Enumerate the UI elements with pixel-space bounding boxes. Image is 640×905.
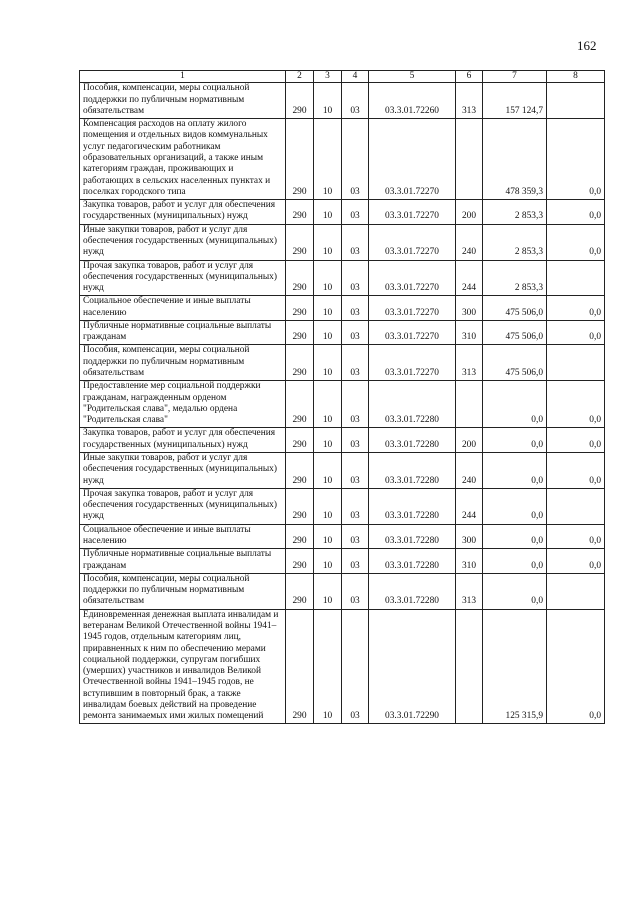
cell-code-2: 290 xyxy=(286,549,314,574)
cell-amount-8: 0,0 xyxy=(547,119,605,200)
cell-target-code: 03.3.01.72270 xyxy=(369,200,456,225)
cell-code-2: 290 xyxy=(286,381,314,428)
cell-target-code: 03.3.01.72280 xyxy=(369,573,456,609)
cell-section: 10 xyxy=(314,260,342,296)
cell-description: Предоставление мер социальной поддержки гражданам, награжденным орденом "Родительская слава", медалью ордена "Родительская слава" xyxy=(80,381,286,428)
cell-amount-7: 0,0 xyxy=(483,524,547,549)
cell-amount-7: 475 506,0 xyxy=(483,320,547,345)
table-row xyxy=(80,381,605,428)
cell-subsection: 03 xyxy=(342,83,369,119)
cell-section: 10 xyxy=(314,549,342,574)
cell-subsection: 03 xyxy=(342,609,369,724)
table-row xyxy=(80,320,605,345)
cell-subsection: 03 xyxy=(342,200,369,225)
cell-code-2: 290 xyxy=(286,488,314,524)
cell-amount-8: 0,0 xyxy=(547,428,605,453)
column-header-1: 1 xyxy=(80,71,286,83)
column-header-3: 3 xyxy=(314,71,342,83)
page-number: 162 xyxy=(577,38,597,53)
table-row xyxy=(80,609,605,724)
cell-code-2: 290 xyxy=(286,524,314,549)
cell-amount-7: 2 853,3 xyxy=(483,260,547,296)
budget-table xyxy=(79,70,605,724)
cell-amount-8 xyxy=(547,260,605,296)
cell-section: 10 xyxy=(314,488,342,524)
cell-expense-type: 244 xyxy=(456,260,483,296)
cell-target-code: 03.3.01.72270 xyxy=(369,119,456,200)
cell-amount-8 xyxy=(547,83,605,119)
cell-description: Компенсация расходов на оплату жилого помещения и отдельных видов коммунальных услуг педагогическим работникам образовательных организаций, а также иным категориям граждан, проживающих и работающих в сельских населенных пунктах и поселках городского типа xyxy=(80,119,286,200)
cell-expense-type: 240 xyxy=(456,224,483,260)
cell-target-code: 03.3.01.72270 xyxy=(369,320,456,345)
table-row xyxy=(80,260,605,296)
cell-target-code: 03.3.01.72260 xyxy=(369,83,456,119)
cell-target-code: 03.3.01.72270 xyxy=(369,260,456,296)
cell-amount-8: 0,0 xyxy=(547,296,605,321)
cell-code-2: 290 xyxy=(286,573,314,609)
cell-target-code: 03.3.01.72280 xyxy=(369,488,456,524)
cell-section: 10 xyxy=(314,573,342,609)
cell-subsection: 03 xyxy=(342,224,369,260)
cell-description: Пособия, компенсации, меры социальной поддержки по публичным нормативным обязательствам xyxy=(80,345,286,381)
cell-target-code: 03.3.01.72290 xyxy=(369,609,456,724)
cell-section: 10 xyxy=(314,296,342,321)
cell-subsection: 03 xyxy=(342,296,369,321)
table-row xyxy=(80,549,605,574)
cell-code-2: 290 xyxy=(286,83,314,119)
cell-amount-7: 478 359,3 xyxy=(483,119,547,200)
cell-amount-8: 0,0 xyxy=(547,381,605,428)
cell-description: Иные закупки товаров, работ и услуг для обеспечения государственных (муниципальных) нужд xyxy=(80,453,286,489)
cell-description: Единовременная денежная выплата инвалидам и ветеранам Великой Отечественной войны 1941–1945 годов, отдельным категориям лиц, приравненных к ним по обеспечению мерами социальной поддержки, супругам погибших (умерших) участников и инвалидов Великой Отечественной войны 1941–1945 годов, не вступившим в повторный брак, а также инвалидам боевых действий на проведение ремонта занимаемых ими жилых помещений xyxy=(80,609,286,724)
cell-description: Пособия, компенсации, меры социальной поддержки по публичным нормативным обязательствам xyxy=(80,83,286,119)
cell-section: 10 xyxy=(314,381,342,428)
table-row xyxy=(80,573,605,609)
table-row xyxy=(80,119,605,200)
cell-subsection: 03 xyxy=(342,320,369,345)
cell-code-2: 290 xyxy=(286,428,314,453)
cell-subsection: 03 xyxy=(342,453,369,489)
cell-section: 10 xyxy=(314,83,342,119)
table-row xyxy=(80,524,605,549)
cell-amount-7: 2 853,3 xyxy=(483,200,547,225)
cell-expense-type: 310 xyxy=(456,549,483,574)
cell-description: Публичные нормативные социальные выплаты гражданам xyxy=(80,320,286,345)
cell-expense-type xyxy=(456,119,483,200)
cell-code-2: 290 xyxy=(286,320,314,345)
cell-target-code: 03.3.01.72280 xyxy=(369,428,456,453)
cell-code-2: 290 xyxy=(286,260,314,296)
cell-subsection: 03 xyxy=(342,549,369,574)
table-row xyxy=(80,453,605,489)
cell-amount-7: 0,0 xyxy=(483,453,547,489)
cell-amount-8: 0,0 xyxy=(547,609,605,724)
table-row xyxy=(80,345,605,381)
cell-target-code: 03.3.01.72280 xyxy=(369,524,456,549)
cell-amount-8: 0,0 xyxy=(547,224,605,260)
cell-amount-8 xyxy=(547,573,605,609)
cell-expense-type: 313 xyxy=(456,83,483,119)
table-header-row xyxy=(80,71,605,83)
cell-target-code: 03.3.01.72270 xyxy=(369,345,456,381)
cell-code-2: 290 xyxy=(286,296,314,321)
cell-target-code: 03.3.01.72280 xyxy=(369,549,456,574)
table-row xyxy=(80,488,605,524)
cell-expense-type: 300 xyxy=(456,524,483,549)
cell-subsection: 03 xyxy=(342,524,369,549)
cell-amount-8: 0,0 xyxy=(547,320,605,345)
cell-description: Публичные нормативные социальные выплаты гражданам xyxy=(80,549,286,574)
cell-amount-7: 0,0 xyxy=(483,428,547,453)
cell-amount-7: 475 506,0 xyxy=(483,296,547,321)
cell-subsection: 03 xyxy=(342,573,369,609)
cell-description: Пособия, компенсации, меры социальной поддержки по публичным нормативным обязательствам xyxy=(80,573,286,609)
cell-expense-type xyxy=(456,609,483,724)
table-row xyxy=(80,428,605,453)
cell-section: 10 xyxy=(314,345,342,381)
cell-expense-type: 200 xyxy=(456,428,483,453)
cell-description: Иные закупки товаров, работ и услуг для обеспечения государственных (муниципальных) нужд xyxy=(80,224,286,260)
cell-description: Социальное обеспечение и иные выплаты населению xyxy=(80,524,286,549)
cell-amount-7: 125 315,9 xyxy=(483,609,547,724)
cell-code-2: 290 xyxy=(286,224,314,260)
cell-amount-8 xyxy=(547,488,605,524)
cell-subsection: 03 xyxy=(342,345,369,381)
cell-amount-7: 0,0 xyxy=(483,573,547,609)
column-header-4: 4 xyxy=(342,71,369,83)
cell-subsection: 03 xyxy=(342,260,369,296)
cell-amount-7: 475 506,0 xyxy=(483,345,547,381)
cell-code-2: 290 xyxy=(286,453,314,489)
cell-section: 10 xyxy=(314,224,342,260)
cell-expense-type: 300 xyxy=(456,296,483,321)
cell-amount-8: 0,0 xyxy=(547,453,605,489)
cell-subsection: 03 xyxy=(342,119,369,200)
cell-code-2: 290 xyxy=(286,609,314,724)
column-header-6: 6 xyxy=(456,71,483,83)
cell-expense-type: 200 xyxy=(456,200,483,225)
cell-description: Социальное обеспечение и иные выплаты населению xyxy=(80,296,286,321)
cell-section: 10 xyxy=(314,320,342,345)
cell-amount-8: 0,0 xyxy=(547,524,605,549)
cell-code-2: 290 xyxy=(286,119,314,200)
cell-target-code: 03.3.01.72270 xyxy=(369,296,456,321)
cell-description: Закупка товаров, работ и услуг для обеспечения государственных (муниципальных) нужд xyxy=(80,200,286,225)
cell-section: 10 xyxy=(314,609,342,724)
cell-subsection: 03 xyxy=(342,488,369,524)
column-header-5: 5 xyxy=(369,71,456,83)
cell-target-code: 03.3.01.72280 xyxy=(369,453,456,489)
cell-amount-8: 0,0 xyxy=(547,200,605,225)
cell-description: Закупка товаров, работ и услуг для обеспечения государственных (муниципальных) нужд xyxy=(80,428,286,453)
table-row xyxy=(80,200,605,225)
cell-expense-type: 244 xyxy=(456,488,483,524)
cell-expense-type: 313 xyxy=(456,573,483,609)
cell-amount-7: 0,0 xyxy=(483,549,547,574)
column-header-2: 2 xyxy=(286,71,314,83)
cell-amount-7: 0,0 xyxy=(483,488,547,524)
cell-amount-7: 157 124,7 xyxy=(483,83,547,119)
cell-section: 10 xyxy=(314,200,342,225)
cell-section: 10 xyxy=(314,524,342,549)
table-row xyxy=(80,83,605,119)
cell-amount-8: 0,0 xyxy=(547,549,605,574)
cell-expense-type: 310 xyxy=(456,320,483,345)
column-header-7: 7 xyxy=(483,71,547,83)
table-row xyxy=(80,224,605,260)
cell-code-2: 290 xyxy=(286,200,314,225)
cell-section: 10 xyxy=(314,453,342,489)
table-row xyxy=(80,296,605,321)
cell-amount-8 xyxy=(547,345,605,381)
cell-target-code: 03.3.01.72270 xyxy=(369,224,456,260)
column-header-8: 8 xyxy=(547,71,605,83)
cell-amount-7: 0,0 xyxy=(483,381,547,428)
cell-subsection: 03 xyxy=(342,381,369,428)
table-body xyxy=(80,83,605,724)
cell-description: Прочая закупка товаров, работ и услуг для обеспечения государственных (муниципальных) нужд xyxy=(80,260,286,296)
cell-code-2: 290 xyxy=(286,345,314,381)
cell-target-code: 03.3.01.72280 xyxy=(369,381,456,428)
cell-section: 10 xyxy=(314,119,342,200)
cell-description: Прочая закупка товаров, работ и услуг для обеспечения государственных (муниципальных) нужд xyxy=(80,488,286,524)
cell-subsection: 03 xyxy=(342,428,369,453)
cell-expense-type: 240 xyxy=(456,453,483,489)
cell-expense-type: 313 xyxy=(456,345,483,381)
cell-expense-type xyxy=(456,381,483,428)
cell-amount-7: 2 853,3 xyxy=(483,224,547,260)
cell-section: 10 xyxy=(314,428,342,453)
